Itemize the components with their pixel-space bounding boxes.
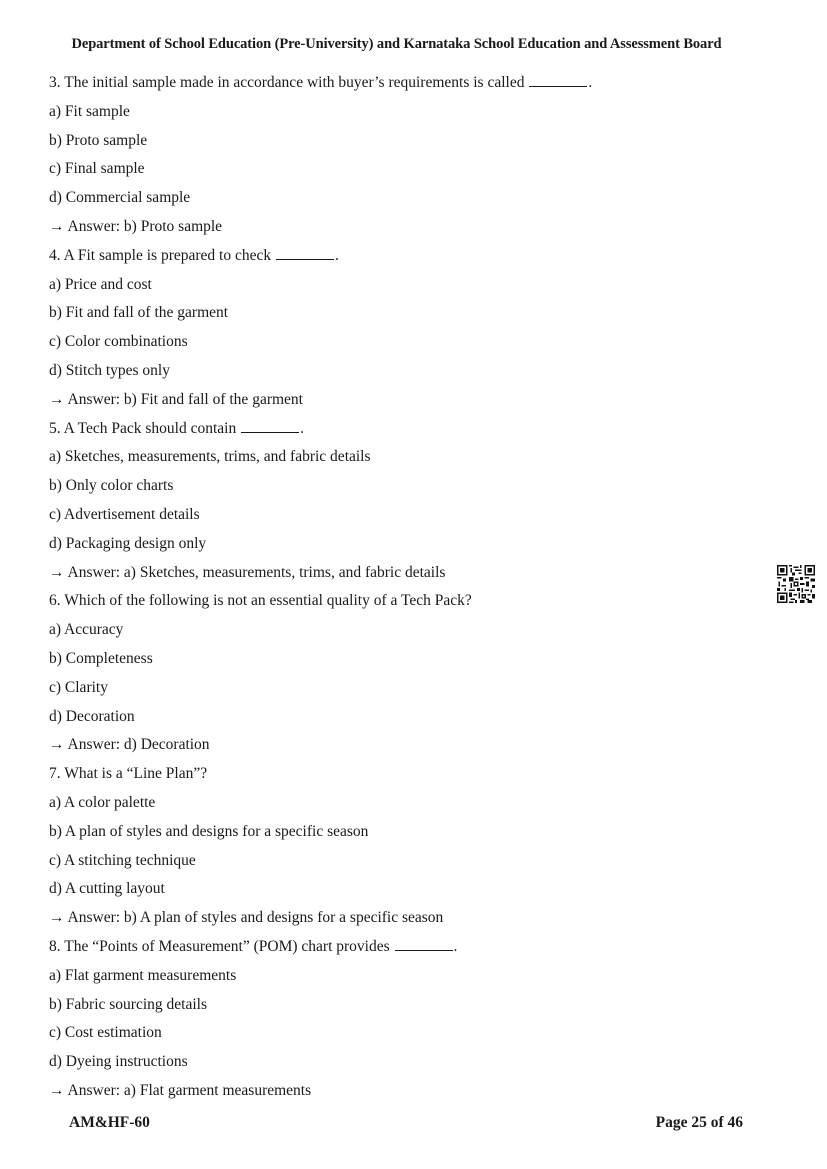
- option-b: b) A plan of styles and designs for a specific season: [49, 822, 369, 840]
- option-a: a) Price and cost: [49, 275, 152, 293]
- answer-line: → Answer: a) Sketches, measurements, trims, and fabric details: [49, 563, 446, 581]
- option-a: a) Flat garment measurements: [49, 966, 237, 984]
- question-text: 8. The “Points of Measurement” (POM) chart provides .: [49, 937, 458, 955]
- option-b: b) Completeness: [49, 649, 153, 667]
- answer-blank: [241, 418, 299, 433]
- qr-code-icon: [777, 565, 815, 603]
- answer-line: → Answer: d) Decoration: [49, 736, 210, 754]
- question-text: 3. The initial sample made in accordance with buyer’s requirements is called .: [49, 74, 593, 91]
- answer-blank: [276, 245, 334, 260]
- option-c: c) Advertisement details: [49, 505, 200, 523]
- question-text: 6. Which of the following is not an essential quality of a Tech Pack?: [49, 592, 472, 610]
- answer-line: → Answer: b) Proto sample: [49, 217, 223, 235]
- option-d: d) Dyeing instructions: [49, 1053, 188, 1071]
- question-text: 5. A Tech Pack should contain .: [49, 419, 304, 437]
- option-c: c) Clarity: [49, 678, 108, 696]
- option-d: d) Stitch types only: [49, 361, 170, 379]
- answer-line: → Answer: a) Flat garment measurements: [49, 1081, 312, 1099]
- option-b: b) Fit and fall of the garment: [49, 304, 229, 322]
- question-text: 4. A Fit sample is prepared to check .: [49, 246, 339, 264]
- option-c: c) Final sample: [49, 160, 145, 178]
- document-code: AM&HF-60: [69, 1114, 150, 1131]
- option-c: c) Color combinations: [49, 333, 188, 351]
- option-a: a) Sketches, measurements, trims, and fabric details: [49, 448, 371, 466]
- option-b: b) Fabric sourcing details: [49, 995, 207, 1013]
- option-d: d) Decoration: [49, 707, 135, 725]
- option-b: b) Only color charts: [49, 477, 174, 495]
- option-c: c) A stitching technique: [49, 851, 196, 869]
- option-a: a) A color palette: [49, 793, 156, 811]
- option-a: a) Accuracy: [49, 621, 124, 639]
- option-d: d) Commercial sample: [49, 189, 191, 207]
- answer-line: → Answer: b) Fit and fall of the garment: [49, 390, 303, 408]
- option-d: d) Packaging design only: [49, 534, 207, 552]
- option-a: a) Fit sample: [49, 102, 130, 120]
- option-d: d) A cutting layout: [49, 880, 165, 898]
- answer-line: → Answer: b) A plan of styles and designs for a specific season: [49, 909, 444, 927]
- option-b: b) Proto sample: [49, 131, 148, 149]
- page-number: Page 25 of 46: [655, 1114, 743, 1131]
- question-list: [49, 72, 749, 1109]
- answer-blank: [529, 72, 587, 87]
- option-c: c) Cost estimation: [49, 1024, 162, 1042]
- page-header: Department of School Education (Pre-University) and Karnataka School Education and Assessment Board: [71, 36, 722, 52]
- question-text: 7. What is a “Line Plan”?: [49, 765, 208, 783]
- answer-blank: [395, 936, 453, 951]
